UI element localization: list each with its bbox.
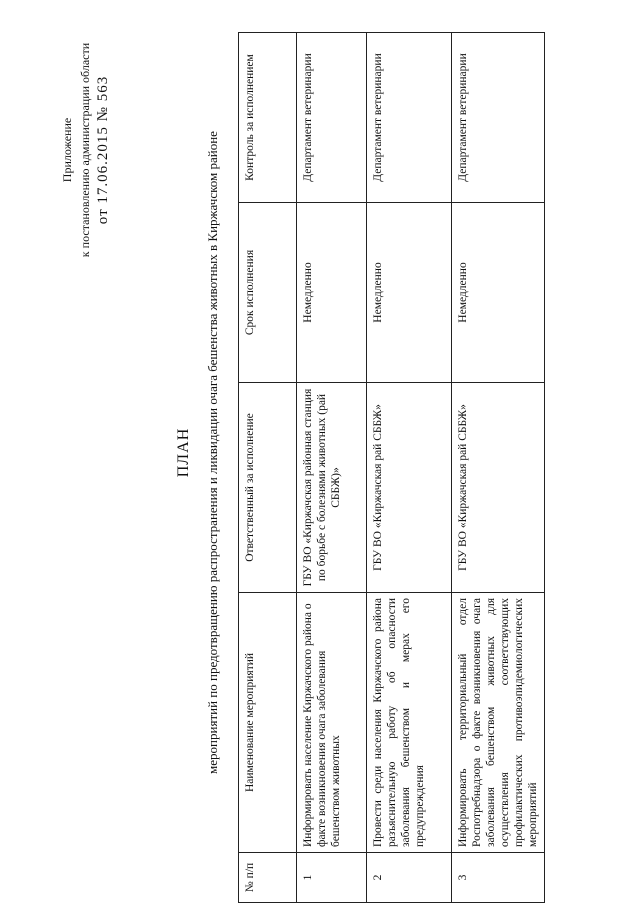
table-row — [452, 33, 545, 903]
plan-table — [238, 32, 545, 903]
plan-title: ПЛАН — [175, 427, 192, 478]
row-deadline: Немедленно — [367, 203, 452, 383]
row-num: 1 — [297, 853, 367, 903]
row-deadline: Немедленно — [297, 203, 367, 383]
row-responsible: ГБУ ВО «Киржачская рай СББЖ» — [367, 383, 452, 593]
row-deadline: Немедленно — [452, 203, 545, 383]
order-line: от 17.06.2015 № 563 — [95, 75, 111, 225]
row-num: 3 — [452, 853, 545, 903]
row-activity: Информировать территориальный отдел Роспотребнадзора о факте возникновения очага заболевания бешенством животных для осуществления соответствующих профилактических противоэпидемиологических мероприятий — [452, 593, 545, 853]
row-control: Департамент ветеринарии — [297, 33, 367, 203]
appendix-block — [58, 35, 112, 265]
appendix-line: к постановлению администрации области — [78, 42, 92, 258]
row-control: Департамент ветеринарии — [367, 33, 452, 203]
appendix-word: Приложение — [60, 117, 74, 183]
header-num: № п/п — [239, 853, 297, 903]
header-control: Контроль за исполнением — [239, 33, 297, 203]
header-activity: Наименование мероприятий — [239, 593, 297, 853]
row-activity: Информировать население Киржачского района о факте возникновения очага заболевания бешенством животных — [297, 593, 367, 853]
row-control: Департамент ветеринарии — [452, 33, 545, 203]
table-row — [367, 33, 452, 903]
header-responsible: Ответственный за исполнение — [239, 383, 297, 593]
row-responsible: ГБУ ВО «Киржачская районная станция по борьбе с болезнями животных (рай СББЖ)» — [297, 383, 367, 593]
plan-subtitle: мероприятий по предотвращению распространения и ликвидации очага бешенства животных в Киржачском районе — [205, 131, 220, 774]
row-num: 2 — [367, 853, 452, 903]
row-activity: Провести среди населения Киржачского района разъяснительную работу об опасности заболевания бешенством и мерах его предупреждения — [367, 593, 452, 853]
header-deadline: Срок исполнения — [239, 203, 297, 383]
row-responsible: ГБУ ВО «Киржачская рай СББЖ» — [452, 383, 545, 593]
table-header-row — [239, 33, 297, 903]
table-row — [297, 33, 367, 903]
